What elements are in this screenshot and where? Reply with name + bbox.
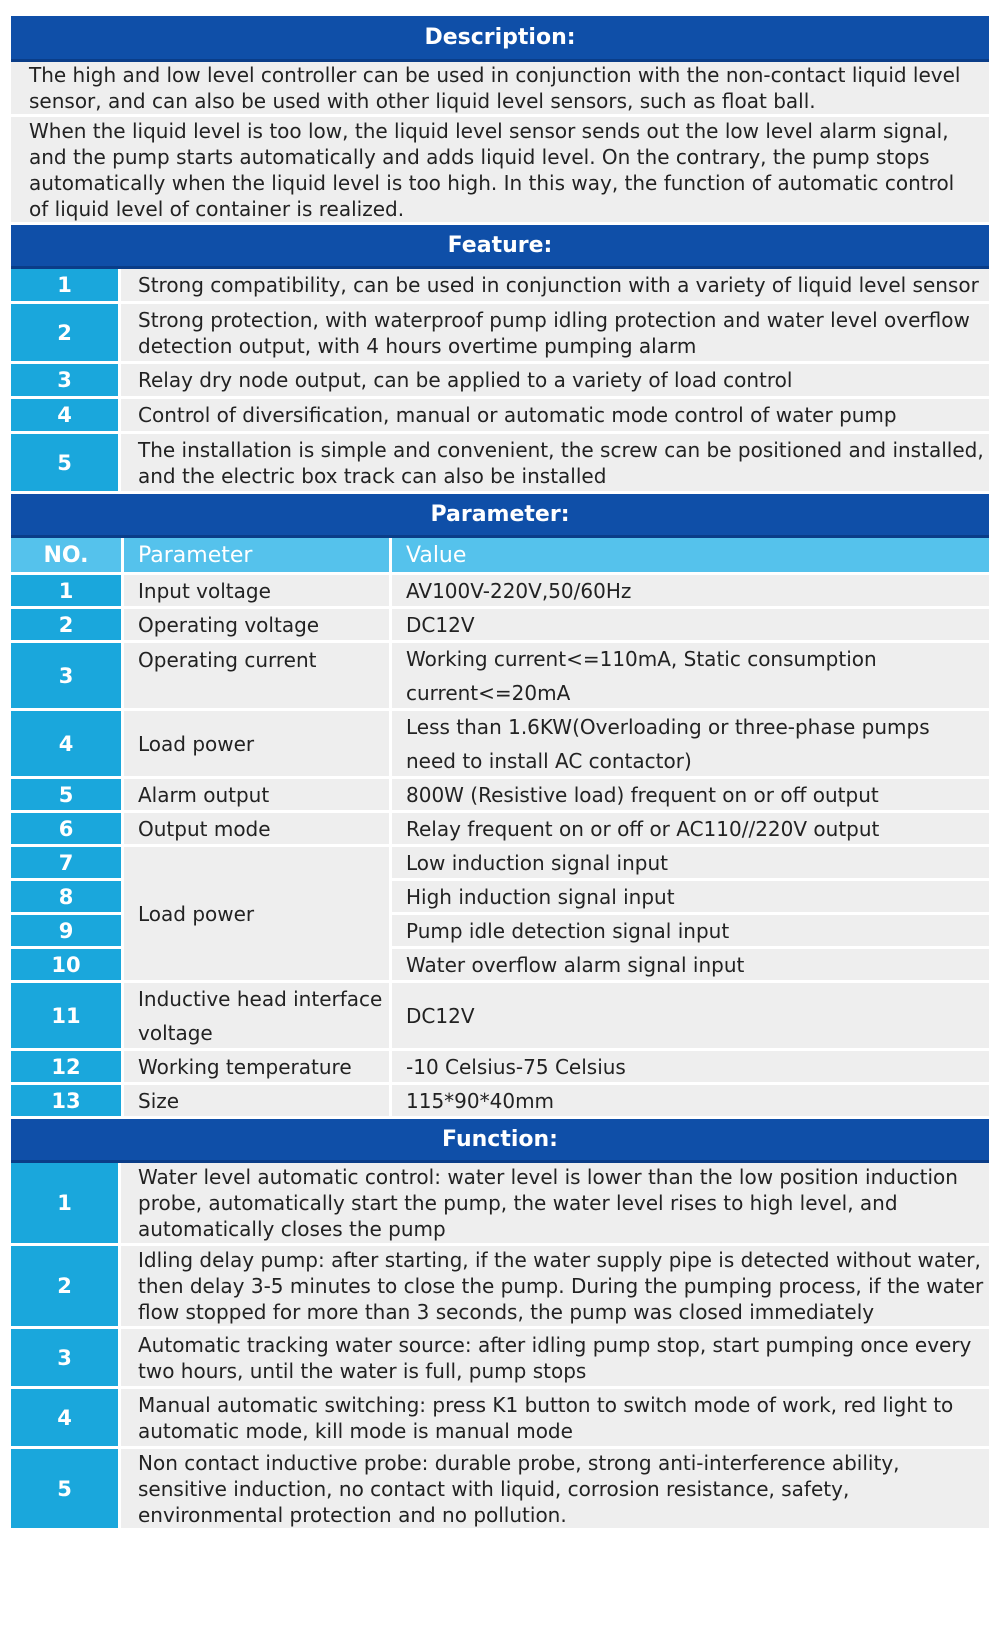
parameter-value: High induction signal input (392, 881, 989, 912)
parameter-number: 12 (11, 1051, 121, 1082)
parameter-value: 115*90*40mm (392, 1085, 989, 1116)
feature-header (11, 225, 989, 269)
function-row (11, 1329, 989, 1389)
parameter-value: DC12V (392, 609, 989, 640)
parameter-name: Working temperature (124, 1051, 389, 1082)
feature-number: 5 (11, 434, 121, 491)
function-text: Idling delay pump: after starting, if the water supply pipe is detected without water, then delay 3-5 minutes to close the pump. During the pumping process, if the water flow stopped for more than 3 seconds, the pump was closed immediately (121, 1246, 989, 1326)
parameter-value: Less than 1.6KW(Overloading or three-phase pumps need to install AC contactor) (392, 711, 989, 776)
parameter-number: 11 (11, 983, 121, 1048)
function-number: 2 (11, 1246, 121, 1326)
function-row (11, 1389, 989, 1449)
parameter-header (11, 494, 989, 538)
function-number: 3 (11, 1329, 121, 1386)
parameter-number: 2 (11, 609, 121, 640)
parameter-name: Alarm output (124, 779, 389, 810)
feature-header-label: Feature: (447, 233, 553, 258)
function-number: 5 (11, 1449, 121, 1528)
parameter-value: 800W (Resistive load) frequent on or off output (392, 779, 989, 810)
feature-row (11, 364, 989, 399)
function-text: Non contact inductive probe: durable probe, strong anti-interference ability, sensitive induction, no contact with liquid, corrosion resistance, safety, environmental protection and no pollution. (121, 1449, 989, 1528)
function-text: Manual automatic switching: press K1 button to switch mode of work, red light to automatic mode, kill mode is manual mode (121, 1389, 989, 1446)
column-header-parameter: Parameter (124, 538, 389, 572)
parameter-name: Inductive head interface voltage (124, 983, 389, 1048)
description-header-label: Description: (424, 25, 576, 50)
parameter-name: Operating current (124, 643, 389, 708)
parameter-header-label: Parameter: (430, 502, 570, 527)
parameter-number: 3 (11, 643, 121, 708)
feature-text: Control of diversification, manual or automatic mode control of water pump (121, 399, 989, 431)
product-spec-sheet (11, 16, 989, 1531)
parameter-number: 9 (11, 915, 121, 946)
function-number: 1 (11, 1163, 121, 1243)
description-paragraph-1: The high and low level controller can be used in conjunction with the non-contact liquid level sensor, and can also be used with other liquid level sensors, such as float ball. (11, 62, 989, 117)
parameter-value: DC12V (392, 983, 989, 1048)
feature-row (11, 304, 989, 364)
description-paragraph-2: When the liquid level is too low, the liquid level sensor sends out the low level alarm signal, and the pump starts automatically and adds liquid level. On the contrary, the pump stops automatically when the liquid level is too high. In this way, the function of automatic control of liquid level of container is realized. (11, 117, 989, 225)
feature-number: 2 (11, 304, 121, 361)
parameter-value: Pump idle detection signal input (392, 915, 989, 946)
parameter-value: Working current<=110mA, Static consumption current<=20mA (392, 643, 989, 708)
feature-text: The installation is simple and convenient, the screw can be positioned and installed, and the electric box track can also be installed (121, 434, 989, 491)
parameter-value: Relay frequent on or off or AC110//220V output (392, 813, 989, 844)
parameter-number: 8 (11, 881, 121, 912)
feature-row (11, 399, 989, 434)
parameter-name: Size (124, 1085, 389, 1116)
parameter-table (11, 538, 989, 1119)
column-header-value: Value (392, 538, 989, 572)
parameter-name: Output mode (124, 813, 389, 844)
feature-text: Relay dry node output, can be applied to a variety of load control (121, 364, 989, 396)
feature-text: Strong compatibility, can be used in conjunction with a variety of liquid level sensor (121, 269, 989, 301)
feature-row (11, 434, 989, 494)
parameter-number: 5 (11, 779, 121, 810)
function-number: 4 (11, 1389, 121, 1446)
parameter-number: 1 (11, 575, 121, 606)
feature-text: Strong protection, with waterproof pump idling protection and water level overflow detection output, with 4 hours overtime pumping alarm (121, 304, 989, 361)
function-header (11, 1119, 989, 1163)
parameter-number: 10 (11, 949, 121, 980)
parameter-name: Input voltage (124, 575, 389, 606)
parameter-name: Load power (124, 711, 389, 776)
parameter-value: Low induction signal input (392, 847, 989, 878)
function-row (11, 1163, 989, 1246)
feature-number: 1 (11, 269, 121, 301)
parameter-number: 7 (11, 847, 121, 878)
parameter-value: -10 Celsius-75 Celsius (392, 1051, 989, 1082)
feature-number: 3 (11, 364, 121, 396)
parameter-number: 4 (11, 711, 121, 776)
function-header-label: Function: (442, 1127, 558, 1152)
function-text: Water level automatic control: water level is lower than the low position induction probe, automatically start the pump, the water level rises to high level, and automatically closes the pump (121, 1163, 989, 1243)
function-text: Automatic tracking water source: after idling pump stop, start pumping once every two hours, until the water is full, pump stops (121, 1329, 989, 1386)
parameter-number: 13 (11, 1085, 121, 1116)
feature-number: 4 (11, 399, 121, 431)
parameter-value: AV100V-220V,50/60Hz (392, 575, 989, 606)
parameter-name: Operating voltage (124, 609, 389, 640)
function-row (11, 1246, 989, 1329)
description-header (11, 16, 989, 62)
parameter-value: Water overflow alarm signal input (392, 949, 989, 980)
function-row (11, 1449, 989, 1531)
parameter-number: 6 (11, 813, 121, 844)
column-header-no: NO. (11, 538, 121, 572)
parameter-name: Load power (124, 847, 389, 980)
feature-row (11, 269, 989, 304)
